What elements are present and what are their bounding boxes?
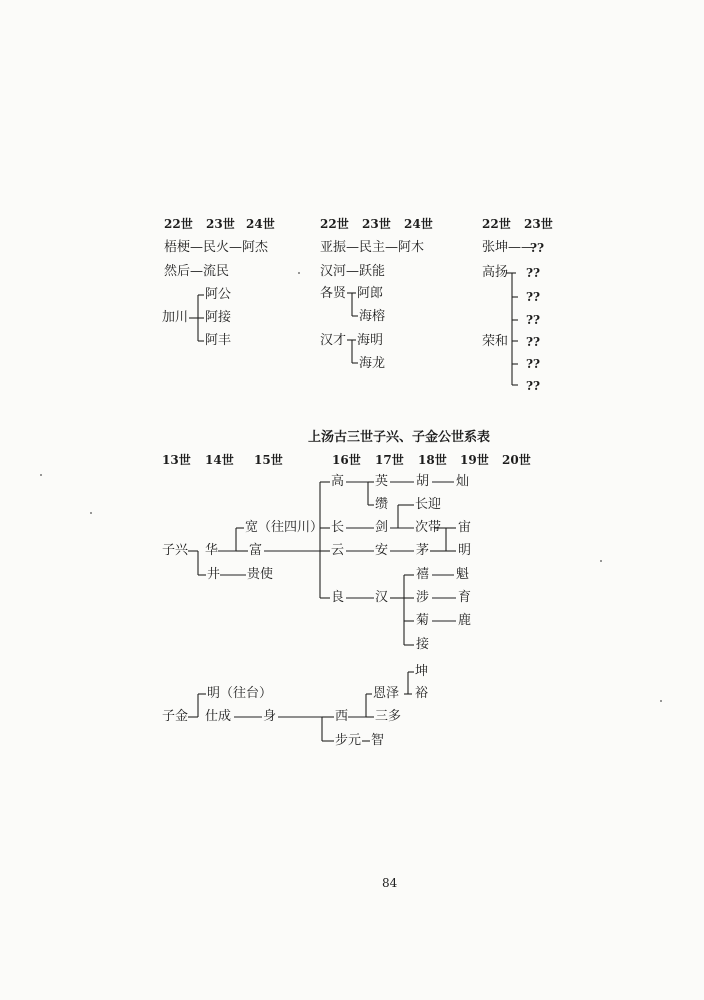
node-hua: 华 (205, 543, 219, 558)
node-shen: 身 (263, 709, 277, 724)
node-she: 涉 (416, 590, 430, 605)
node-kuan: 宽（往四川） (245, 520, 324, 535)
root-zixing: 子兴 (162, 543, 189, 558)
root-jiachuan: 加川 (162, 310, 189, 325)
header-c-23: 23世 (524, 217, 553, 231)
unknown-mark: ?? (526, 313, 541, 327)
unknown-mark: ?? (526, 335, 541, 349)
node-zhi: 智 (371, 733, 385, 748)
node-xi-west: 西 (335, 709, 349, 724)
node-jing: 井 (207, 567, 221, 582)
node-han: 汉 (375, 590, 389, 605)
child-afeng: 阿丰 (205, 333, 232, 348)
child-ajie: 阿接 (205, 310, 232, 325)
lineage-row-b2: 汉河—跃能 (320, 264, 386, 279)
header-a-22: 22世 (164, 217, 193, 231)
unknown-mark: ?? (526, 266, 541, 280)
header-b-22: 22世 (320, 217, 349, 231)
gen-header-17: 17世 (375, 453, 404, 467)
node-sanduo: 三多 (375, 709, 402, 724)
child-hailong: 海龙 (359, 356, 386, 371)
node-liang: 良 (331, 590, 345, 605)
node-kui: 魁 (456, 567, 470, 582)
node-an: 安 (375, 543, 389, 558)
node-buyuan: 步元 (335, 733, 362, 748)
node-ming-taiwan: 明（往台） (207, 686, 273, 701)
node-jian: 剑 (375, 520, 389, 535)
gen-header-16: 16世 (332, 453, 361, 467)
header-b-24: 24世 (404, 217, 433, 231)
header-c-22: 22世 (482, 217, 511, 231)
node-yun: 云 (331, 543, 345, 558)
lineage-row-c1: 张坤—— (482, 240, 535, 255)
node-shicheng: 仕成 (205, 709, 232, 724)
node-kun: 坤 (415, 664, 429, 679)
node-can: 灿 (456, 474, 470, 489)
header-a-23: 23世 (206, 217, 235, 231)
unknown-mark: ?? (530, 241, 545, 255)
node-guishi: 贵使 (247, 567, 274, 582)
root-ronghe: 荣和 (482, 334, 509, 349)
node-yu: 育 (458, 590, 472, 605)
scan-speck (90, 512, 92, 514)
page-number: 84 (382, 876, 398, 890)
node-cidai: 次带 (415, 520, 442, 535)
node-gao: 高 (331, 474, 345, 489)
lineage-row-b1: 亚振—民主—阿木 (320, 240, 425, 255)
unknown-mark: ?? (526, 290, 541, 304)
lineage-row-a2: 然后—流民 (164, 264, 230, 279)
lineage-row-a1: 梧梗—民火—阿杰 (164, 240, 269, 255)
root-zijin: 子金 (162, 709, 189, 724)
node-enze: 恩泽 (373, 686, 400, 701)
node-ming: 明 (458, 543, 472, 558)
child-haiming: 海明 (357, 333, 384, 348)
node-mao: 茅 (416, 543, 430, 558)
node-ju: 菊 (416, 613, 430, 628)
scan-speck (40, 474, 42, 476)
unknown-mark: ?? (526, 379, 541, 393)
gen-header-13: 13世 (162, 453, 191, 467)
header-a-24: 24世 (246, 217, 275, 231)
child-agong: 阿公 (205, 287, 232, 302)
gen-header-14: 14世 (205, 453, 234, 467)
gen-header-18: 18世 (418, 453, 447, 467)
header-b-23: 23世 (362, 217, 391, 231)
child-alang: 阿郎 (357, 286, 384, 301)
table-title: 上汤古三世子兴、子金公世系表 (308, 430, 491, 445)
node-fu: 富 (249, 543, 263, 558)
node-zhou: 宙 (458, 520, 472, 535)
node-changying: 长迎 (415, 497, 442, 512)
scan-speck (298, 272, 300, 274)
gen-header-15: 15世 (254, 453, 283, 467)
node-yu-abundant: 裕 (415, 686, 429, 701)
root-gexian: 各贤 (320, 286, 347, 301)
scan-speck (600, 560, 602, 562)
gen-header-19: 19世 (460, 453, 489, 467)
root-gaoyang: 高扬 (482, 265, 509, 280)
unknown-mark: ?? (526, 357, 541, 371)
node-lu: 鹿 (458, 613, 472, 628)
node-xi: 禧 (416, 567, 430, 582)
scan-speck (660, 700, 662, 702)
gen-header-20: 20世 (502, 453, 531, 467)
child-hairong: 海榕 (359, 309, 386, 324)
node-ying: 英 (375, 474, 389, 489)
node-hu: 胡 (416, 474, 430, 489)
node-chang: 长 (331, 520, 345, 535)
node-zuan: 缵 (375, 497, 389, 512)
root-hancai: 汉才 (320, 333, 347, 348)
node-jie: 接 (416, 637, 430, 652)
